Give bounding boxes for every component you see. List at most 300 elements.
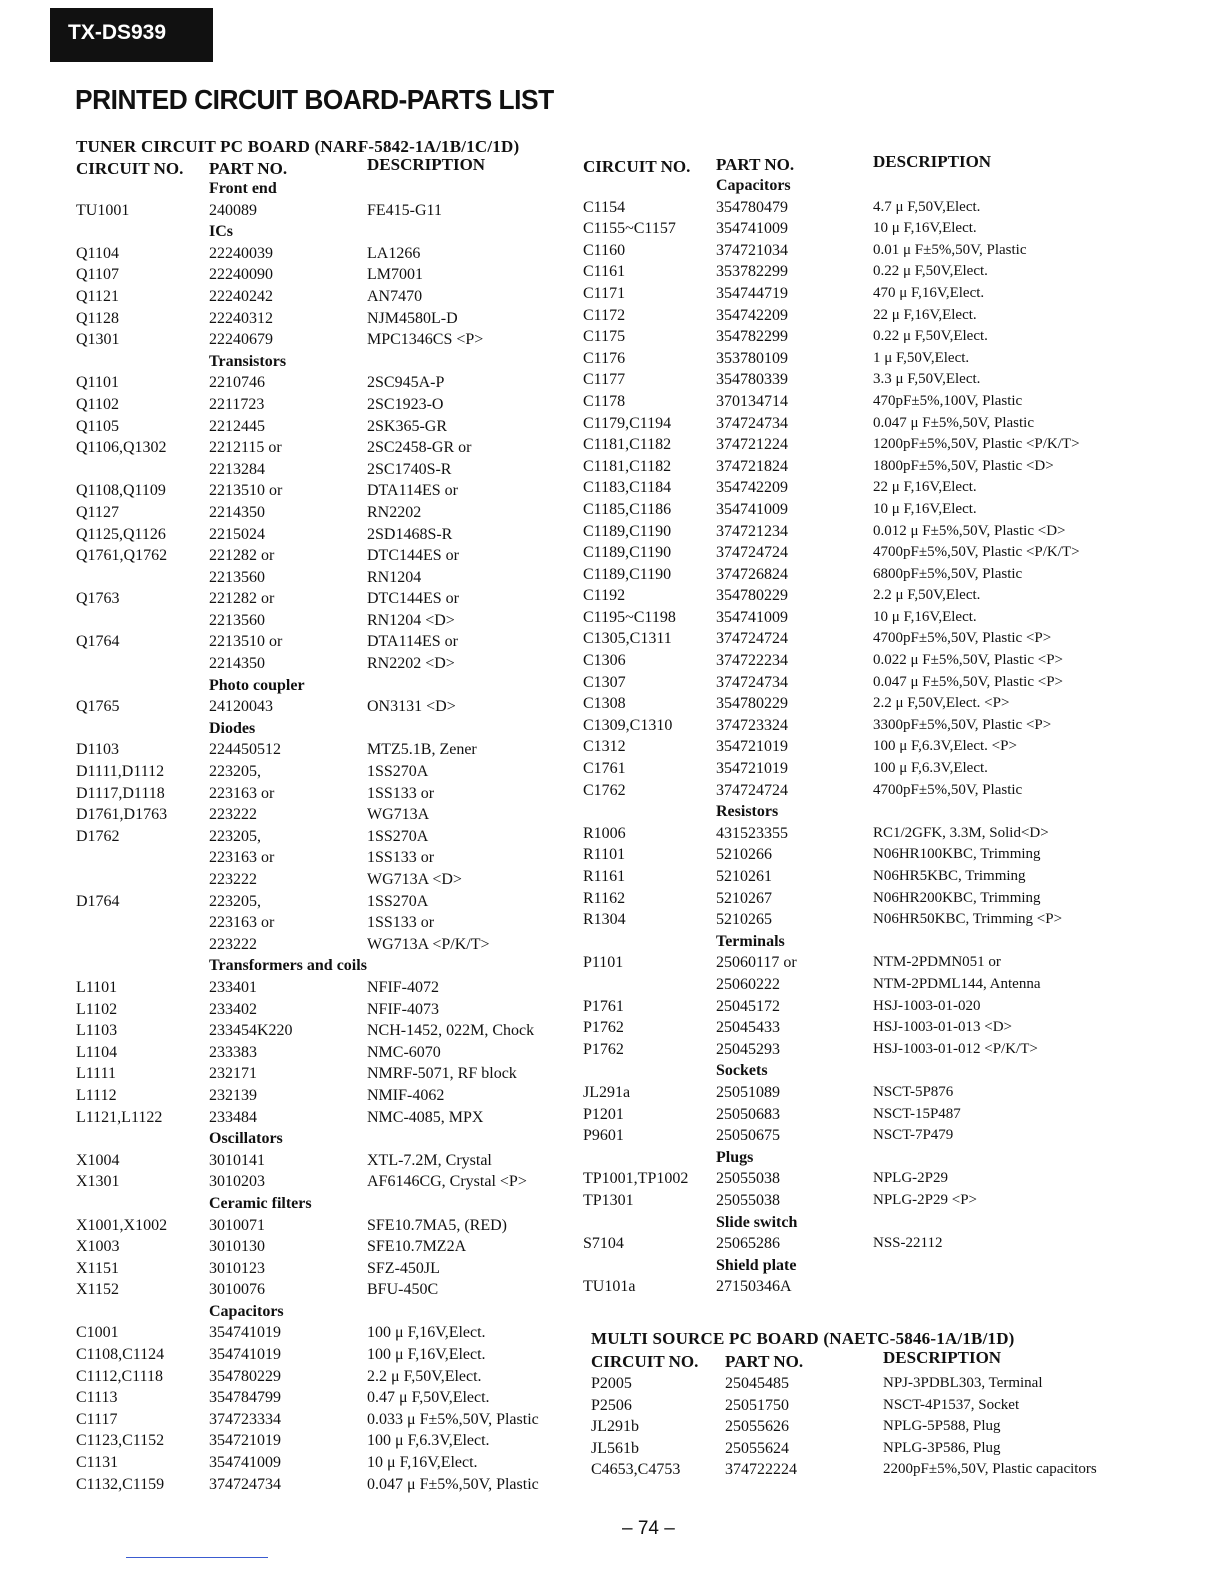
parts-row [76,459,576,481]
parts-row [76,1215,576,1237]
circuit-no: C1189,C1190 [583,522,672,540]
parts-row [583,888,1183,910]
description: 4700pF±5%,50V, Plastic <P> [873,630,1052,647]
description: RN2202 [367,503,422,521]
parts-row [583,715,1183,737]
circuit-no: C1181,C1182 [583,457,672,475]
part-no: 354721019 [209,1432,281,1450]
circuit-no: C1761 [583,760,626,778]
parts-row [583,413,1183,435]
part-no: 24120043 [209,698,273,716]
part-no: 2213510 or [209,633,283,651]
parts-row [76,847,576,869]
parts-row [76,696,576,718]
parts-row [76,1387,576,1409]
circuit-no: D1117,D1118 [76,784,165,802]
part-no: 22240312 [209,309,273,327]
parts-row [583,564,1183,586]
description: NMIF-4062 [367,1086,445,1104]
parts-row [76,1279,576,1301]
part-no: 232171 [209,1065,257,1083]
description: 470pF±5%,100V, Plastic [873,392,1023,409]
parts-row [76,264,576,286]
circuit-no: C1305,C1311 [583,630,672,648]
circuit-no: TP1301 [583,1191,634,1209]
section-heading [583,931,1183,953]
description: 1800pF±5%,50V, Plastic <D> [873,457,1054,474]
section-label: Shield plate [716,1256,797,1274]
description: 2SC1740S-R [367,460,452,478]
description: 0.047 μ F±5%,50V, Plastic [367,1475,539,1493]
parts-row [583,585,1183,607]
circuit-no: C1108,C1124 [76,1346,165,1364]
part-no: 3010203 [209,1173,265,1191]
description: 1 μ F,50V,Elect. [873,349,970,366]
parts-row [76,243,576,265]
parts-row [76,1020,576,1042]
parts-row [583,974,1183,996]
description: 4700pF±5%,50V, Plastic <P/K/T> [873,544,1080,561]
section-label: Transformers and coils [209,957,367,975]
description: NPLG-3P586, Plug [883,1439,1001,1456]
parts-row [583,780,1183,802]
parts-row [76,912,576,934]
parts-row [76,739,576,761]
part-no: 22240679 [209,331,273,349]
description: 2.2 μ F,50V,Elect. [367,1367,482,1385]
parts-row [76,1258,576,1280]
parts-row [583,1039,1183,1061]
circuit-no: C1312 [583,738,626,756]
parts-row [583,1017,1183,1039]
parts-row [76,653,576,675]
tuner-board-title: TUNER CIRCUIT PC BOARD (NARF-5842-1A/1B/1C/1D) [76,137,520,156]
circuit-no: C1177 [583,371,626,389]
description: 0.033 μ F±5%,50V, Plastic [367,1410,539,1428]
part-no: 25045433 [716,1019,780,1037]
description: 100 μ F,16V,Elect. [367,1324,486,1342]
description: AN7470 [367,287,423,305]
section-label: Front end [209,180,277,197]
circuit-no: D1111,D1112 [76,763,165,781]
part-no: 233401 [209,978,257,996]
part-no: 25045485 [725,1375,789,1392]
description: N06HR200KBC, Trimming [873,889,1041,906]
parts-row [583,542,1183,564]
part-no: 354780229 [716,695,788,713]
part-no: 233484 [209,1108,257,1126]
parts-row [583,844,1183,866]
circuit-no: R1101 [583,846,626,864]
circuit-no: X1001,X1002 [76,1216,168,1234]
part-no: 353782299 [716,263,788,281]
description: XTL-7.2M, Crystal [367,1151,492,1169]
circuit-no: R1161 [583,868,626,885]
part-no: 5210266 [716,846,772,864]
parts-row [583,456,1183,478]
part-no: 3010076 [209,1281,265,1299]
part-no: 374724734 [716,673,788,691]
parts-row [76,502,576,524]
circuit-no: C1160 [583,241,626,259]
parts-row [76,437,576,459]
parts-row [583,434,1183,456]
part-no: 25055038 [716,1170,780,1188]
parts-row [76,1063,576,1085]
part-no: 223163 or [209,849,275,867]
part-no: 354721019 [716,738,788,756]
description: 100 μ F,6.3V,Elect. [367,1432,490,1450]
section-label: Resistors [716,803,779,821]
part-no: 223222 [209,935,257,953]
part-no: 2213284 [209,460,265,478]
parts-row [76,783,576,805]
circuit-no: P1101 [583,954,624,972]
multi-source-parts-list [591,1373,1191,1481]
parts-row [76,524,576,546]
parts-row [583,348,1183,370]
parts-row [76,1409,576,1431]
parts-row [76,1344,576,1366]
parts-row [583,736,1183,758]
circuit-no: C1309,C1310 [583,716,673,734]
description: 2SC945A-P [367,374,445,392]
parts-row [583,650,1183,672]
parts-row [76,977,576,999]
part-no: 2215024 [209,525,265,543]
description: 0.022 μ F±5%,50V, Plastic <P> [873,652,1064,669]
description: NSCT-5P876 [873,1083,954,1100]
description: 2.2 μ F,50V,Elect. <P> [873,695,1010,712]
parts-row [583,521,1183,543]
parts-row [76,826,576,848]
description: 0.22 μ F,50V,Elect. [873,263,988,280]
circuit-no: C1001 [76,1324,119,1342]
description: NMC-6070 [367,1043,441,1061]
description: NPLG-2P29 <P> [873,1191,978,1208]
circuit-no: P9601 [583,1127,624,1145]
section-label: Diodes [209,719,256,737]
part-no: 374726824 [716,565,788,583]
description: HSJ-1003-01-012 <P/K/T> [873,1040,1038,1057]
part-no: 374721034 [716,241,788,259]
circuit-no: L1104 [76,1043,118,1061]
parts-row [583,369,1183,391]
description: LM7001 [367,266,423,284]
multi-source-board-title: MULTI SOURCE PC BOARD (NAETC-5846-1A/1B/1D) [591,1329,1015,1348]
part-no: 233454K220 [209,1022,293,1040]
section-label: Capacitors [716,177,791,194]
circuit-no: Q1301 [76,331,120,349]
circuit-no: D1103 [76,741,119,759]
parts-row [76,1150,576,1172]
parts-row [76,588,576,610]
circuit-no: Q1763 [76,590,120,608]
parts-row [591,1373,1191,1395]
parts-row [583,1125,1183,1147]
circuit-no: TP1001,TP1002 [583,1170,689,1188]
parts-row [76,761,576,783]
part-no: 354741009 [716,500,788,518]
parts-row [76,1085,576,1107]
parts-row [591,1459,1191,1481]
parts-row [76,416,576,438]
model-tag: TX-DS939 [50,8,213,62]
circuit-no: C1172 [583,306,626,324]
description: 3.3 μ F,50V,Elect. [873,371,981,388]
part-no: 221282 or [209,547,275,565]
circuit-no: Q1105 [76,417,119,435]
ms-header-part: PART NO. [725,1352,804,1371]
right-header-circuit: CIRCUIT NO. [583,157,691,176]
section-heading [583,1060,1183,1082]
section-label: Ceramic filters [209,1194,312,1212]
description: FE415-G11 [367,201,442,219]
part-no: 25055624 [725,1439,789,1457]
part-no: 25045293 [716,1040,780,1058]
circuit-no: C1176 [583,349,626,367]
description: DTA114ES or [367,482,459,500]
parts-row [76,891,576,913]
description: RC1/2GFK, 3.3M, Solid<D> [873,824,1049,841]
description: DTC144ES or [367,547,459,565]
part-no: 354741019 [209,1346,281,1364]
circuit-no: R1304 [583,911,626,929]
circuit-no: C1171 [583,284,626,302]
description: 0.047 μ F±5%,50V, Plastic [873,414,1035,431]
description: NTM-2PDMN051 or [873,954,1001,971]
circuit-no: C1195~C1198 [583,608,676,626]
parts-row [583,1104,1183,1126]
part-no: 25060222 [716,975,780,993]
part-no: 22240242 [209,287,273,305]
description: NMC-4085, MPX [367,1108,484,1126]
part-no: 3010130 [209,1238,265,1256]
circuit-no: X1004 [76,1151,120,1169]
parts-row [583,758,1183,780]
part-no: 25051750 [725,1396,789,1414]
description: RN1204 <D> [367,611,455,629]
circuit-no: P1201 [583,1105,624,1123]
description: NPLG-5P588, Plug [883,1418,1001,1434]
parts-row [583,283,1183,305]
part-no: 2214350 [209,503,265,521]
parts-row [76,394,576,416]
parts-row [76,1322,576,1344]
parts-row [583,197,1183,219]
circuit-no: P2506 [591,1396,632,1414]
part-no: 2212445 [209,417,265,435]
part-no: 374724724 [716,630,788,648]
parts-row [583,672,1183,694]
part-no: 354780229 [209,1367,281,1385]
part-no: 5210265 [716,911,772,929]
section-label: Terminals [716,932,785,950]
description: NSCT-4P1537, Socket [883,1396,1020,1413]
circuit-no: Q1101 [76,374,119,392]
part-no: 354744719 [716,284,788,302]
description: 2SD1468S-R [367,525,453,543]
parts-row [583,628,1183,650]
circuit-no: L1111 [76,1065,116,1083]
part-no: 374722224 [725,1461,797,1478]
part-no: 22240090 [209,266,273,284]
description: NSCT-15P487 [873,1105,961,1122]
circuit-no: Q1764 [76,633,120,651]
section-label: ICs [209,223,234,241]
parts-row [76,631,576,653]
circuit-no: C1189,C1190 [583,544,672,562]
circuit-no: C1113 [76,1389,118,1407]
circuit-no: C1131 [76,1454,119,1472]
circuit-no: C1175 [583,328,626,346]
part-no: 374724724 [716,544,788,562]
circuit-no: C1112,C1118 [76,1367,163,1385]
part-no: 354780339 [716,371,788,389]
description: 10 μ F,16V,Elect. [873,500,977,517]
parts-row [583,218,1183,240]
description: 2SC1923-O [367,395,444,413]
parts-row [583,391,1183,413]
description: 10 μ F,16V,Elect. [873,220,977,237]
part-no: 223205, [209,827,261,845]
description: 2SK365-GR [367,417,448,435]
part-no: 233402 [209,1000,257,1018]
part-no: 374723334 [209,1410,281,1428]
section-label: Transistors [209,352,287,370]
part-no: 240089 [209,201,257,219]
circuit-no: Q1125,Q1126 [76,525,166,543]
parts-row [76,1474,576,1496]
tuner-right-parts-list [583,175,1183,1298]
description: RN2202 <D> [367,655,455,673]
circuit-no: X1151 [76,1259,119,1277]
part-no: 221282 or [209,590,275,608]
circuit-no: Q1128 [76,309,119,327]
part-no: 3010141 [209,1151,265,1169]
parts-row [583,1276,1183,1298]
part-no: 233383 [209,1043,257,1061]
part-no: 5210261 [716,868,772,885]
description: SFE10.7MA5, (RED) [367,1216,508,1234]
description: SFE10.7MZ2A [367,1238,467,1256]
circuit-no: C4653,C4753 [591,1461,681,1478]
description: 100 μ F,16V,Elect. [367,1346,486,1364]
description: NTM-2PDML144, Antenna [873,975,1041,992]
description: DTC144ES or [367,590,459,608]
section-heading [76,675,576,697]
description: WG713A <P/K/T> [367,935,490,953]
section-label: Sockets [716,1062,768,1080]
left-header-desc: DESCRIPTION [367,155,486,174]
section-label: Oscillators [209,1130,283,1148]
parts-row [76,286,576,308]
description: 1SS270A [367,892,429,910]
parts-row [76,567,576,589]
part-no: 374724734 [209,1475,281,1493]
description: NPLG-2P29 [873,1170,949,1187]
part-no: 374724734 [716,414,788,432]
parts-row [591,1395,1191,1417]
description: N06HR100KBC, Trimming [873,846,1041,863]
circuit-no: L1102 [76,1000,118,1018]
part-no: 2211723 [209,395,265,413]
section-label: Photo coupler [209,676,305,694]
description: NFIF-4072 [367,978,440,996]
circuit-no: TU1001 [76,201,130,219]
description: N06HR50KBC, Trimming <P> [873,911,1063,928]
parts-row [583,1168,1183,1190]
description: 1SS270A [367,827,429,845]
section-label: Slide switch [716,1213,798,1231]
description: 6800pF±5%,50V, Plastic [873,565,1023,582]
parts-row [76,1042,576,1064]
parts-row [76,480,576,502]
part-no: 354721019 [716,760,788,778]
parts-row [76,1452,576,1474]
part-no: 2210746 [209,374,265,392]
parts-row [583,607,1183,629]
parts-row [76,869,576,891]
circuit-no: X1301 [76,1173,120,1191]
part-no: 354784799 [209,1389,281,1407]
parts-row [591,1438,1191,1460]
parts-row [591,1416,1191,1438]
description: 10 μ F,16V,Elect. [873,608,977,625]
tuner-left-parts-list [76,178,576,1495]
parts-row [583,1233,1183,1255]
circuit-no: C1183,C1184 [583,479,672,497]
page-title: PRINTED CIRCUIT BOARD-PARTS LIST [75,84,554,115]
parts-row [76,610,576,632]
part-no: 223163 or [209,914,275,932]
description: 2SC2458-GR or [367,439,472,457]
parts-row [76,934,576,956]
circuit-no: JL561b [591,1439,639,1457]
part-no: 3010071 [209,1216,265,1234]
part-no: 431523355 [716,824,788,842]
description: NSCT-7P479 [873,1127,954,1144]
circuit-no: P1761 [583,997,624,1015]
part-no: 354780229 [716,587,788,605]
ms-header-desc: DESCRIPTION [883,1348,1002,1367]
description: 0.01 μ F±5%,50V, Plastic [873,241,1027,258]
circuit-no: L1112 [76,1086,117,1104]
description: SFZ-450JL [367,1259,440,1277]
parts-row [76,1107,576,1129]
parts-row [583,952,1183,974]
ms-header-circuit: CIRCUIT NO. [591,1352,699,1371]
circuit-no: C1308 [583,695,626,713]
circuit-no: C1185,C1186 [583,500,672,518]
section-label: Capacitors [209,1302,284,1320]
part-no: 374721234 [716,522,788,540]
parts-row [583,823,1183,845]
description: 0.22 μ F,50V,Elect. [873,328,988,345]
part-no: 354741009 [209,1454,281,1472]
description: 22 μ F,16V,Elect. [873,479,977,496]
section-heading [76,955,576,977]
circuit-no: Q1765 [76,698,120,716]
section-heading [583,1212,1183,1234]
circuit-no: C1178 [583,392,626,410]
circuit-no: S7104 [583,1235,624,1253]
part-no: 354741019 [209,1324,281,1342]
part-no: 224450512 [209,741,281,759]
circuit-no: P1762 [583,1019,624,1037]
circuit-no: C1306 [583,652,626,670]
description: DTA114ES or [367,633,459,651]
